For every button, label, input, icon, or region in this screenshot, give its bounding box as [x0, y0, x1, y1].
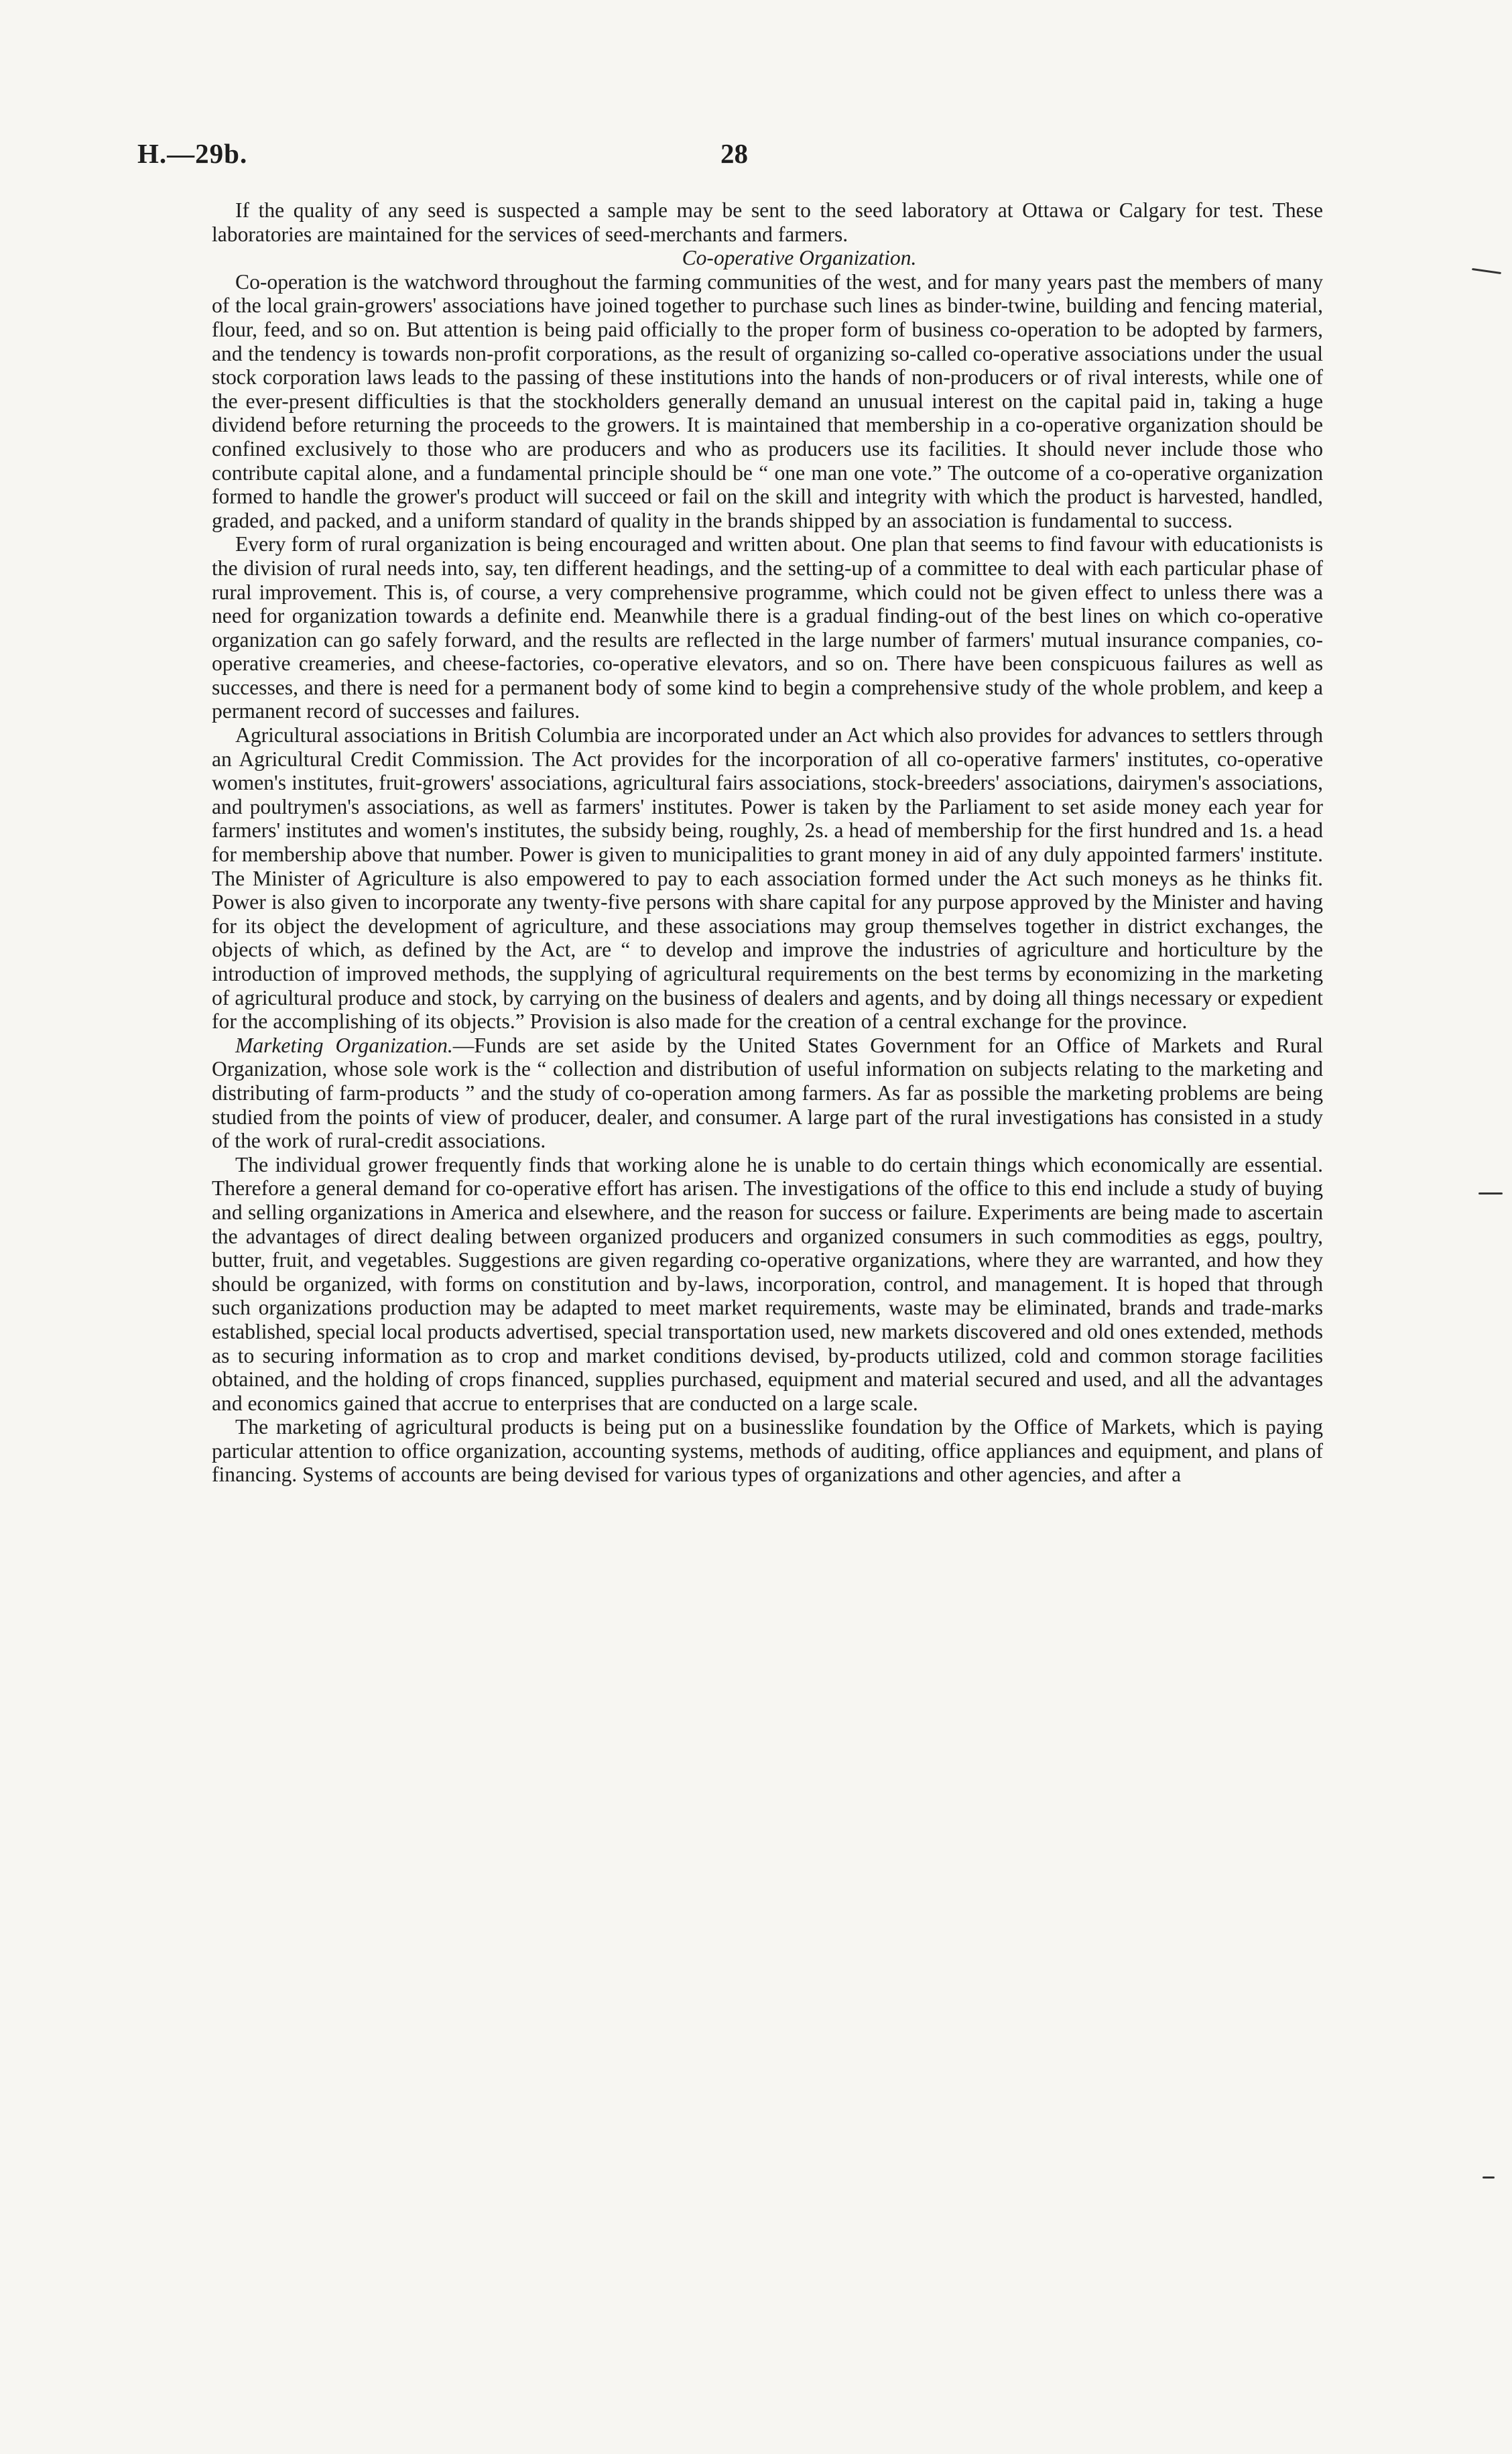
- paragraph-marketing-organization: [212, 1034, 1323, 1153]
- paragraph-individual-grower: The individual grower frequently finds that working alone he is unable to do certain things which economically are essential. Therefore a general demand for co-operative effort has arisen. The investigations of the office to this end include a study of buying and selling organizations in America and elsewhere, and the reason for success or failure. Experiments are being made to ascertain the advantages of direct dealing between organized producers and organized consumers in such commodities as eggs, poultry, butter, fruit, and vegetables. Suggestions are given regarding co-operative organizations, where they are warranted, and how they should be organized, with forms on constitution and by-laws, incorporation, control, and management. It is hoped that through such organizations production may be adapted to meet market requirements, waste may be eliminated, brands and trade-marks established, special local products advertised, special transportation used, new markets discovered and old ones extended, methods as to securing information as to crop and market conditions devised, by-products utilized, cold and common storage facilities obtained, and the holding of crops financed, supplies purchased, equipment and material secured and used, and all the advantages and economics gained that accrue to enterprises that are conducted on a large scale.: [212, 1152, 1323, 1415]
- page-header: [137, 137, 1384, 178]
- paragraph-british-columbia: Agricultural associations in British Columbia are incorporated under an Act which also provides for advances to settlers through an Agricultural Credit Commission. The Act provides for the incorporation of all co-operative farmers' institutes, co-operative women's institutes, fruit-growers' associations, agricultural fairs associations, stock-breeders' associations, dairymen's associations, and poultrymen's associations, as well as farmers' institutes. Power is taken by the Parliament to set aside money each year for farmers' institutes and women's institutes, the subsidy being, roughly, 2s. a head of membership for the first hundred and 1s. a head for membership above that number. Power is given to municipalities to grant money in aid of any duly appointed farmers' institute. The Minister of Agriculture is also empowered to pay to each association formed under the Act such moneys as he thinks fit. Power is also given to incorporate any twenty-five persons with share capital for any purpose approved by the Minister and having for its object the development of agriculture, and these associations may group themselves together in district exchanges, the objects of which, as defined by the Act, are “ to develop and improve the industries of agriculture and horticulture by the introduction of improved methods, the supplying of agricultural requirements on the best terms by economizing in the marketing of agricultural produce and stock, by carrying on the business of dealers and agents, and by doing all things necessary or expedient for the accomplishing of its objects.” Provision is also made for the creation of a central exchange for the province.: [212, 723, 1323, 1034]
- body-text: [212, 198, 1323, 1487]
- margin-mark: [1483, 2176, 1495, 2179]
- paragraph-co-operation: Co-operation is the watchword throughout the farming communities of the west, and for many years past the members of many of the local grain-growers' associations have joined together to purchase such lines as binder-twine, building and fencing material, flour, feed, and so on. But attention is being paid officially to the proper form of business co-operation to be adopted by farmers, and the tendency is towards non-profit corporations, as the result of organizing so-called co-operative associations under the usual stock corporation laws leads to the passing of these institutions into the hands of non-producers or of rival interests, while one of the ever-present difficulties is that the stockholders generally demand an unusual interest on the capital paid in, taking a huge dividend before returning the proceeds to the growers. It is maintained that membership in a co-operative organization should be confined exclusively to those who are producers and who as producers use its facilities. It should never include those who contribute capital alone, and a fundamental principle should be “ one man one vote.” The outcome of a co-operative organization formed to handle the grower's product will succeed or fail on the skill and integrity with which the product is harvested, handled, graded, and packed, and a uniform standard of quality in the brands shipped by an association is fundamental to success.: [212, 269, 1323, 532]
- margin-mark: [1472, 268, 1501, 274]
- paragraph-seed-laboratory: If the quality of any seed is suspected a sample may be sent to the seed laboratory at Ottawa or Calgary for test. These laboratories are maintained for the services of seed-merchants and farmers.: [212, 198, 1323, 246]
- paragraph-rural-organization: Every form of rural organization is being encouraged and written about. One plan that seems to find favour with educationists is the division of rural needs into, say, ten different headings, and the setting-up of a committee to deal with each particular phase of rural improvement. This is, of course, a very comprehensive programme, which could not be given effect to unless there was a need for organization towards a definite end. Meanwhile there is a gradual finding-out of the best lines on which co-operative organization can go safely forward, and the results are reflected in the large number of farmers' mutual insurance companies, co-operative creameries, and cheese-factories, co-operative elevators, and so on. There have been conspicuous failures as well as successes, and there is need for a permanent body of some kind to begin a comprehensive study of the whole problem, and keep a permanent record of successes and failures.: [212, 532, 1323, 723]
- marketing-organization-text: —Funds are set aside by the United States Government for an Office of Markets and Rural Organization, whose sole work is the “ collection and distribution of useful information on subjects relating to the marketing and distributing of farm-products ” and the study of co-operation among farmers. As far as possible the marketing problems are being studied from the points of view of producer, dealer, and consumer. A large part of the rural investigations has consisted in a study of the work of rural-credit associations.: [212, 1033, 1323, 1153]
- document-id: H.—29b.: [137, 138, 248, 169]
- section-heading: Co-operative Organization.: [682, 246, 917, 270]
- margin-mark: [1478, 1192, 1503, 1194]
- page-number: 28: [720, 138, 748, 169]
- paragraph-office-of-markets: The marketing of agricultural products is being put on a businesslike foundation by the Office of Markets, which is paying particular attention to office organization, accounting systems, methods of auditing, office appliances and equipment, and plans of financing. Systems of accounts are being devised for various types of organizations and other agencies, and after a: [212, 1415, 1323, 1487]
- marketing-organization-heading: Marketing Organization.: [235, 1033, 453, 1057]
